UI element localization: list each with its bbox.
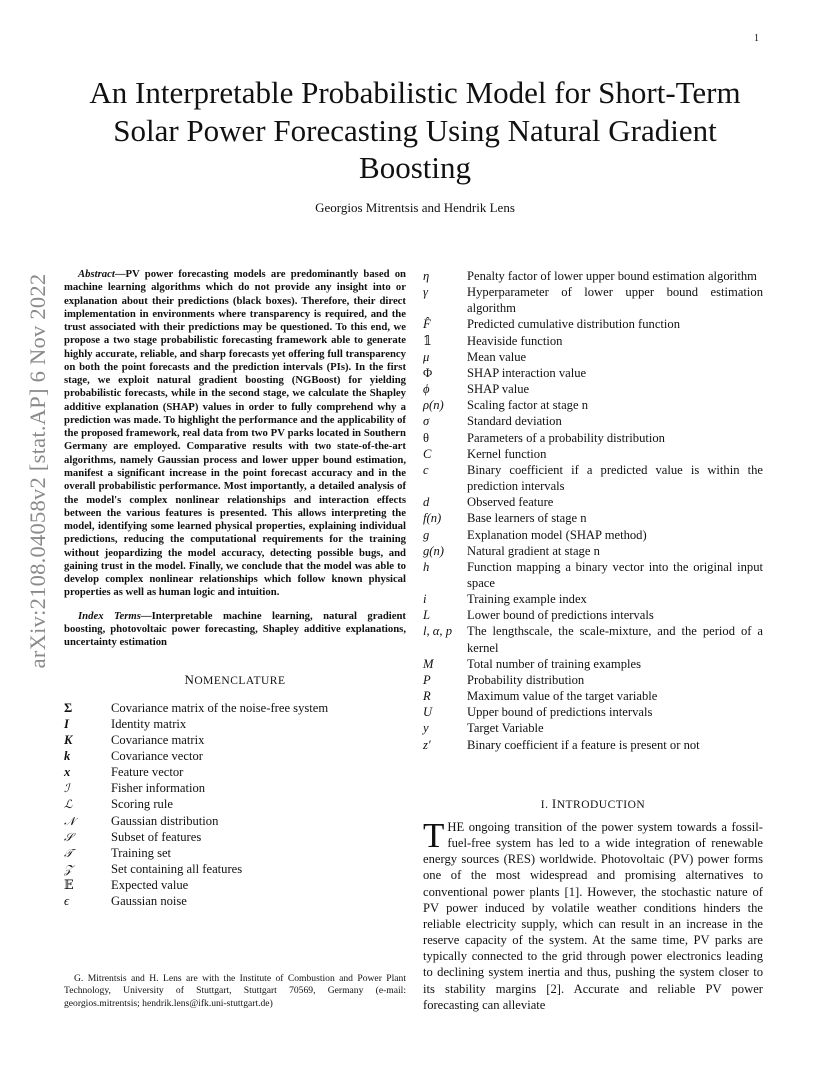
- nomenclature-description: Gaussian distribution: [111, 813, 219, 828]
- nomenclature-symbol: z′: [423, 737, 431, 752]
- nomenclature-row: [423, 397, 763, 413]
- nomenclature-row: [64, 732, 406, 748]
- nomenclature-description: Mean value: [467, 349, 527, 364]
- nomenclature-symbol: Σ: [64, 700, 73, 715]
- nomenclature-row: [423, 268, 763, 284]
- nomenclature-description: Covariance matrix of the noise-free system: [111, 700, 329, 715]
- dropcap: T: [423, 816, 445, 855]
- nomenclature-row: [423, 737, 763, 753]
- nomenclature-symbol: y: [423, 721, 429, 736]
- nomenclature-symbol: I: [64, 716, 69, 731]
- nomenclature-row: [423, 720, 763, 736]
- nomenclature-symbol: 𝔼: [64, 878, 74, 893]
- author-footnote: G. Mitrentsis and H. Lens are with the Institute of Combustion and Power Plant Technology, University of Stuttgart, Stuttgart 70569, Germany (e-mail: georgios.mitrentsis; hendrik.lens@ifk.uni-stuttgart.de): [64, 973, 406, 1009]
- nomenclature-description: The lengthscale, the scale-mixture, and the period of a kernel: [467, 624, 763, 655]
- nomenclature-description: Feature vector: [111, 765, 184, 780]
- nomenclature-symbol: M: [423, 656, 434, 671]
- abstract-label: Abstract: [78, 268, 115, 280]
- nomenclature-symbol: l, α, p: [423, 624, 453, 639]
- nomenclature-list-left: [64, 700, 406, 910]
- nomenclature-row: [64, 748, 406, 764]
- nomenclature-row: [423, 543, 763, 559]
- nomenclature-row: [423, 510, 763, 526]
- nomenclature-row: [423, 316, 763, 332]
- nomenclature-row: [423, 413, 763, 429]
- arxiv-identifier-text: arXiv:2108.04058v2 [stat.AP] 6 Nov 2022: [25, 273, 50, 669]
- nomenclature-description: Training set: [111, 845, 172, 860]
- nomenclature-description: Covariance matrix: [111, 732, 205, 747]
- nomenclature-list-right: [423, 268, 763, 753]
- nomenclature-row: [423, 381, 763, 397]
- nomenclature-description: Natural gradient at stage n: [467, 543, 600, 558]
- nomenclature-row: [423, 446, 763, 462]
- nomenclature-row: [64, 700, 406, 716]
- nomenclature-symbol: F̂: [423, 317, 431, 332]
- nomenclature-description: Explanation model (SHAP method): [467, 527, 647, 542]
- abstract-text: —PV power forecasting models are predominantly based on machine learning algorithms which do not provide any insight into or explanation about their predictions (black boxes). Therefore, their direct implementation in environments where transparency is required, and the trust associated with their predictions may be questioned. To this end, we propose a two stage probabilistic forecasting framework able to generate highly accurate, reliable, and sharp forecasts yet offering full transparency on both the point forecasts and the prediction intervals (PIs). In the first stage, we exploit natural gradient boosting (NGBoost) for yielding probabilistic forecasts, while in the second stage, we calculate the Shapley additive explanation (SHAP) values in order to fully comprehend why a prediction was made. To highlight the performance and the applicability of the proposed framework, real data from two PV parks located in Southern Germany are employed. Comparative results with two state-of-the-art algorithms, namely Gaussian process and lower upper bound estimation, manifest a significant increase in the point forecast accuracy and in the overall probabilistic performance. Most importantly, a detailed analysis of the model's complex nonlinear relationships and interaction effects between the various features is presented. This allows interpreting the model, identifying some learned physical properties, explaining individual predictions, reducing the computational requirements for the training without jeopardizing the model accuracy, detecting possible bugs, and gaining trust in the model. Finally, we conclude that the model was able to develop complex nonlinear relationships which follow known physical properties as well as human logic and intuition.: [64, 268, 406, 599]
- nomenclature-symbol: ℐ: [64, 781, 70, 796]
- nomenclature-symbol: U: [423, 705, 433, 720]
- nomenclature-symbol: h: [423, 559, 430, 574]
- nomenclature-row: [423, 365, 763, 381]
- nomenclature-row: [64, 893, 406, 909]
- nomenclature-symbol: 𝒩: [64, 813, 76, 828]
- nomenclature-description: Parameters of a probability distribution: [467, 430, 665, 445]
- nomenclature-row: [423, 656, 763, 672]
- nomenclature-symbol: c: [423, 462, 429, 477]
- nomenclature-symbol: Φ: [423, 365, 433, 380]
- nomenclature-symbol: 𝒵: [64, 862, 73, 877]
- nomenclature-description: Total number of training examples: [467, 656, 641, 671]
- abstract: [64, 268, 406, 600]
- nomenclature-description: Lower bound of predictions intervals: [467, 608, 654, 623]
- nomenclature-row: [423, 284, 763, 316]
- nomenclature-description: SHAP interaction value: [467, 365, 587, 380]
- nomenclature-row: [423, 527, 763, 543]
- nomenclature-symbol: 𝒯: [64, 845, 73, 860]
- nomenclature-row: [64, 845, 406, 861]
- introduction-text: [423, 816, 763, 1013]
- nomenclature-row: [423, 607, 763, 623]
- nomenclature-row: [423, 672, 763, 688]
- nomenclature-description: Fisher information: [111, 781, 206, 796]
- nomenclature-symbol: g: [423, 527, 430, 542]
- nomenclature-row: [64, 716, 406, 732]
- nomenclature-row: [423, 591, 763, 607]
- nomenclature-description: Gaussian noise: [111, 894, 187, 909]
- index-terms: [64, 610, 406, 650]
- nomenclature-row: [423, 704, 763, 720]
- nomenclature-heading: NOMENCLATURE: [184, 671, 286, 687]
- nomenclature-row: [423, 430, 763, 446]
- nomenclature-symbol: ℒ: [64, 797, 73, 812]
- nomenclature-row: [423, 559, 763, 591]
- nomenclature-description: Scoring rule: [111, 797, 173, 812]
- nomenclature-symbol: γ: [423, 285, 428, 300]
- nomenclature-symbol: μ: [423, 349, 430, 364]
- nomenclature-description: Target Variable: [467, 721, 544, 736]
- nomenclature-row: [64, 780, 406, 796]
- page-number: 1: [754, 33, 759, 44]
- index-terms-label: Index Terms: [78, 609, 141, 622]
- nomenclature-row: [423, 623, 763, 655]
- nomenclature-symbol: ϕ: [423, 382, 430, 397]
- nomenclature-description: Predicted cumulative distribution function: [467, 317, 680, 332]
- nomenclature-symbol: g(n): [423, 543, 444, 558]
- nomenclature-row: [64, 813, 406, 829]
- nomenclature-symbol: θ: [423, 430, 430, 445]
- nomenclature-symbol: 𝟙: [423, 333, 432, 348]
- nomenclature-symbol: P: [423, 672, 431, 687]
- nomenclature-description: Standard deviation: [467, 414, 562, 429]
- nomenclature-description: Scaling factor at stage n: [467, 398, 588, 413]
- introduction-body: HE ongoing transition of the power system towards a fossil-fuel-free system has led to a wide integration of renewable energy sources (RES) worldwide. Photovoltaic (PV) power forms one of the most widespread and promising alternatives to conventional power plants [1]. However, the stochastic nature of PV power induced by volatile weather conditions hinders the reliable electricity supply, which can result in an increase in the reserve capacity of the system. At the same time, PV parks are typically connected to the grid through power electronics leading to declining system inertia and thus, pushing the system closer to its stability margins [2]. Accurate and reliable PV power forecasting can alleviate: [423, 820, 763, 1012]
- nomenclature-symbol: k: [64, 749, 71, 763]
- nomenclature-description: Hyperparameter of lower upper bound estimation algorithm: [467, 285, 763, 316]
- nomenclature-row: [64, 764, 406, 780]
- nomenclature-row: [64, 861, 406, 877]
- nomenclature-description: Set containing all features: [111, 862, 243, 877]
- nomenclature-row: [423, 494, 763, 510]
- paper-title: An Interpretable Probabilistic Model for Short-Term Solar Power Forecasting Using Natural Gradient Boosting: [89, 75, 741, 185]
- nomenclature-symbol: σ: [423, 414, 430, 429]
- nomenclature-description: Kernel function: [467, 446, 547, 461]
- nomenclature-row: [64, 877, 406, 893]
- nomenclature-description: Base learners of stage n: [467, 511, 587, 526]
- nomenclature-description: Function mapping a binary vector into the original input space: [467, 559, 763, 590]
- nomenclature-symbol: C: [423, 446, 432, 461]
- nomenclature-row: [64, 796, 406, 812]
- nomenclature-row: [423, 462, 763, 494]
- nomenclature-description: Heaviside function: [467, 333, 563, 348]
- nomenclature-description: Identity matrix: [111, 716, 187, 731]
- nomenclature-description: Subset of features: [111, 829, 202, 844]
- nomenclature-description: Upper bound of predictions intervals: [467, 705, 653, 720]
- nomenclature-description: Binary coefficient if a feature is present or not: [467, 737, 700, 752]
- paper-authors: Georgios Mitrentsis and Hendrik Lens: [315, 200, 515, 215]
- nomenclature-row: [64, 829, 406, 845]
- nomenclature-description: Penalty factor of lower upper bound estimation algorithm: [467, 269, 757, 283]
- nomenclature-description: Training example index: [467, 592, 587, 607]
- nomenclature-symbol: K: [64, 732, 73, 747]
- nomenclature-symbol: i: [423, 592, 427, 607]
- index-terms-text: —Interpretable machine learning, natural gradient boosting, photovoltaic power forecasting, Shapley additive explanations, uncertainty estimation: [64, 609, 406, 649]
- nomenclature-description: Expected value: [111, 878, 189, 893]
- nomenclature-description: Binary coefficient if a predicted value is within the prediction intervals: [467, 462, 763, 494]
- arxiv-identifier: [8, 273, 68, 669]
- nomenclature-symbol: ϵ: [64, 894, 70, 909]
- nomenclature-description: SHAP value: [467, 382, 530, 397]
- left-column: [64, 268, 406, 910]
- nomenclature-description: Observed feature: [467, 495, 554, 510]
- nomenclature-symbol: L: [423, 608, 431, 623]
- nomenclature-symbol: d: [423, 495, 430, 510]
- nomenclature-symbol: R: [423, 689, 431, 704]
- nomenclature-symbol: x: [64, 765, 71, 780]
- nomenclature-row: [423, 333, 763, 349]
- nomenclature-symbol: ρ(n): [423, 398, 444, 413]
- nomenclature-row: [423, 688, 763, 704]
- section-heading-introduction: I. INTRODUCTION: [540, 796, 646, 811]
- nomenclature-symbol: η: [423, 269, 430, 283]
- nomenclature-row: [423, 349, 763, 365]
- nomenclature-description: Covariance vector: [111, 749, 203, 763]
- nomenclature-symbol: 𝒮: [64, 829, 73, 844]
- nomenclature-description: Maximum value of the target variable: [467, 689, 658, 704]
- nomenclature-description: Probability distribution: [467, 672, 585, 687]
- nomenclature-symbol: f(n): [423, 511, 442, 526]
